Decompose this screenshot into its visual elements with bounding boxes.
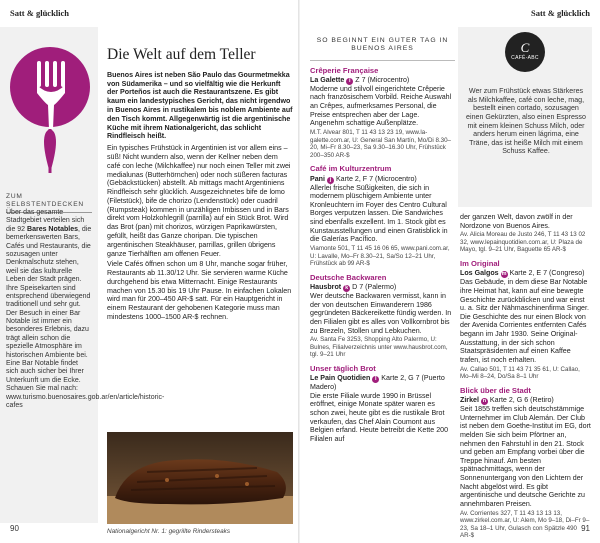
sidebar-title: ZUM SELBSTENTDECKEN (6, 193, 92, 213)
paragraph-1: Ein typisches Frühstück in Argentinien ist vor allem eins – süß! Nicht wundern also, wenn der Kellner neben dem café con leche (Milchkaffee) nur noch einen Teller mit zwei medialunas (Butterhörnchen) oder noch süßeren facturas (Gebäckstücken) abstellt. Ab mittags macht Argentiniens Rindfleisch sehr glücklich. Ausgezeichnetes bife de lomo (Filetstück), bife de chorizo (Lendenstück) oder cuadril (Rumpsteak) kommen in unzähligen Imbissen und in Bars direkt vom Holzkohlegrill (parrilla) auf ein Stück Brot. Wird das Brot (pan) mit chorizos, würzigen Paprikawürsten, gefüllt, heißt das Ganze choripan. Die typischen argentinischen Steakhäuser, parrillas, grillen übrigens ganze Tierhälften am offenen Feuer. (107, 144, 291, 258)
continued-text: der ganzen Welt, davon zwölf in der Nordzone von Buenos Aires. (460, 213, 573, 230)
map-marker-icon: k (345, 284, 349, 291)
cafe-abc-box (458, 27, 592, 207)
page-number-right: 91 (581, 524, 590, 534)
section-backwaren (310, 273, 455, 359)
page-number-left: 90 (10, 524, 19, 534)
tip-header: SO BEGINNT EIN GUTER TAG IN BUENOS AIRES (310, 27, 455, 61)
venue-address: Viamonte 501, T 11 45 16 06 65, www.pani.com.ar, U: Lavalle, Mo–Fr 8.30–21, Sa/So 12–21 Uhr, Frühstück ab 99 AR-$ (310, 245, 450, 268)
venue-description: Moderne und stilvoll eingerichtete Crêperie nach französischem Vorbild. Reiche Auswahl an Crêpes, aufmerksames Personal, die Preise entsprechen aber der Lage. Angenehm schattige Außenplätze. (310, 84, 452, 128)
running-head-right: Satt & glücklich (530, 8, 590, 18)
venue-line: La Galette i Z 7 (Microcentro) (310, 75, 410, 84)
body-text (107, 144, 293, 322)
section-brot (310, 364, 455, 444)
main-column (107, 46, 293, 324)
fork-icon (10, 33, 90, 173)
section-title: Unser täglich Brot (310, 363, 376, 373)
venue-line: Pani j Karte 2, F 7 (Microcentro) (310, 174, 417, 183)
map-marker-icon: i (346, 78, 353, 85)
cafe-abc-badge (505, 32, 545, 72)
section-title: Crêperie Française (310, 65, 379, 75)
right-column-1 (310, 27, 455, 444)
venue-description: Das Gebäude, in dem diese Bar Notable ihre Heimat hat, kann auf eine bewegte Geschichte zurückblicken und war einst u. a. Sitz der Nähmaschinenfirma Singer. Die Geschichte des nur einen Block von der Avenida Corrientes entfernten Cafés begann im Jahr 1930. Seine Original-Ausstattung, in der sich schon Staatspräsidenten auf einen Kaffee trafen, ist noch erhalten. (460, 278, 589, 364)
badge-letter: C (520, 40, 530, 55)
sidebar-box (0, 27, 165, 523)
paragraph-2: Viele Cafés öffnen schon um 8 Uhr, manche sogar früher, Restaurants ab 11.30/12 Uhr. Sie servieren warme Küche durchgehend bis etwa Mitternacht. Einige Restaurants machen von 15.30 bis 19 Uhr Pause. In einfachen Lokalen wird man für 200–450 AR-$ satt. Für ein Hauptgericht in einem Restaurant der gehobenen Kategorie muss man mindestens 1000–1500 AR-$ rechnen. (107, 260, 292, 321)
venue-address: Av. Alicia Moreau de Justo 246, T 11 43 13 02 32, www.lepainquotidien.com.ar, U: Plaza de Mayo, tgl. 9–21 Uhr, Baguette 65 AR-$ (460, 231, 586, 254)
section-creperie (310, 66, 455, 160)
page-title: Die Welt auf dem Teller (107, 46, 256, 63)
venue-description: Seit 1855 treffen sich deutschstämmige Unternehmer im Club Alemán. Der Club ist neben dem Goethe-Institut im EG, dort melden Sie sich beim Pförtner an, nehmen den Fahrstuhl in den 21. Stock und geben am Empfang vorbei über die Treppe hinauf. Am besten spätnachmittags, wenn der Sonnenuntergang von den Lichtern der Nacht abgelöst wird. Es gibt argentinische und deutsche Gerichte zu annehmbaren Preisen. (460, 405, 591, 509)
right-column-2 (460, 213, 592, 540)
map-marker-icon: m (501, 271, 507, 278)
section-original (460, 259, 592, 381)
venue-line: Hausbrot k D 7 (Palermo) (310, 282, 397, 291)
section-blick (460, 386, 592, 540)
map-marker-icon: n (482, 398, 487, 404)
running-head-left: Satt & glücklich (10, 8, 70, 18)
section-title: Blick über die Stadt (460, 385, 531, 395)
venue-address: Av. Santa Fe 3253, Shopping Alto Palermo, U: Bulnes, Filialverzeichnis unter www.hausbrot.com, tgl. 9–21 Uhr (310, 336, 448, 359)
section-title: Café im Kulturzentrum (310, 164, 392, 174)
map-marker-icon: j (327, 177, 334, 184)
venue-address: M.T. Alvear 801, T 11 43 13 23 19, www.la-galette.com.ar, U: General San Martín, Mo/Di 8.30–20, Mi–Fr 8.30–23, Sa 9.30–16.30 Uhr, Frühstück 200–350 AR-$ (310, 129, 452, 159)
venue-address: Av. Callao 501, T 11 43 71 35 61, U: Callao, Mo–Mi 8–24, Do/Sa 8–1 Uhr (460, 365, 580, 381)
photo-caption: Nationalgericht Nr. 1: gegrillte Rindersteaks (107, 528, 231, 535)
venue-address: Av. Corrientes 327, T 11 43 13 13 13, www.zirkel.com.ar, U: Alem, Mo 9–18, Di–Fr 9–23, Sa 18–1 Uhr, Gulasch con Spätzle 490 AR-$ (460, 509, 590, 540)
section-title: Im Original (460, 258, 500, 268)
venue-line: Zirkel n Karte 2, G 6 (Retiro) (460, 396, 554, 404)
right-page (300, 0, 600, 543)
venue-description: Die erste Filiale wurde 1990 in Brüssel eröffnet, einige Monate später waren es schon zwei, heute gibt es die rustikale Brot verkaufen, das Chef Alain Coumont aus Belgien erfand. Heute betreibt die Kette 200 Filialen auf (310, 391, 449, 443)
venue-line: Le Pain Quotidien l Karte 2, G 7 (Puerto Madero) (310, 374, 445, 392)
lead-paragraph: Buenos Aires ist neben São Paulo das Gourmetmekka von Südamerika – und so vielfältig wie die Herkunft der Porteños ist auch die Restaurantszene. Es gibt kaum ein landestypisches Gericht, das nicht irgendwo in Buenos Aires in rustikalem bis noblem Ambiente auf den Tisch kommt. Allgegenwärtig ist die argentinische Küche mit ihrem Nationalgericht, das schlicht Rindfleisch heißt. (107, 70, 293, 141)
venue-description: Wer deutsche Backwaren vermisst, kann in der von deutschen Einwanderern 1986 gegründeten Bäckereikette fündig werden. In den Filialen gibt es alles von Vollkornbrot bis zu Brezeln, Stollen und Lebkuchen. (310, 291, 452, 335)
section-title: Deutsche Backwaren (310, 272, 387, 282)
venue-description: Allerlei frische Süßigkeiten, die sich in modernem plüschigem Ambiente unter Kronleuchtern im Foyer des Centro Cultural Borges verputzen lassen. Die Sandwiches sind ebenfalls exzellent. Im 1. Stock gibt es Kunstausstellungen und einen Gratisblick in die Galerías Pacífico. (310, 183, 448, 244)
venue-line: Los Galgos m Karte 2, E 7 (Congreso) (460, 269, 585, 278)
cafe-abc-text: Wer zum Frühstück etwas Stärkeres als Milchkaffee, café con leche, mag, bestellt einen cortado, sozusagen einen Gekürzten, also einen Espresso mit einem kleinen Schuss Milch, oder anders herum einen lágrima, eine Träne, das ist heiße Milch mit einem Schuss Kaffee. (466, 87, 586, 156)
steak-photo (107, 432, 293, 524)
map-marker-icon: l (372, 376, 379, 383)
section-kulturzentrum (310, 164, 455, 267)
badge-text: CAFÉ-ABC (511, 55, 539, 61)
sidebar-text: Über das gesamte Stadtgebiet verteilen sich die 92 Bares Notables, die bemerkenswerten Bars, Cafés und Restaurants, die sozusagen unter Denkmalschutz stehen, weil sie das kulturelle Leben der Stadt prägen. Ihre Speisekarten sind entsprechend überwiegend traditionell und sehr gut. Der Besuch in einer Bar Notable ist immer ein besonderes Erlebnis, dazu trägt allein schon die spezielle Atmosphäre im historischen Ambiente bei. Eine Bar Notable findet sich auch sicher bei Ihrer Unterkunft um die Ecke. Schauen Sie mal nach: www.turismo.buenosaires.gob.ar/en/article/historic-cafes (6, 209, 165, 409)
